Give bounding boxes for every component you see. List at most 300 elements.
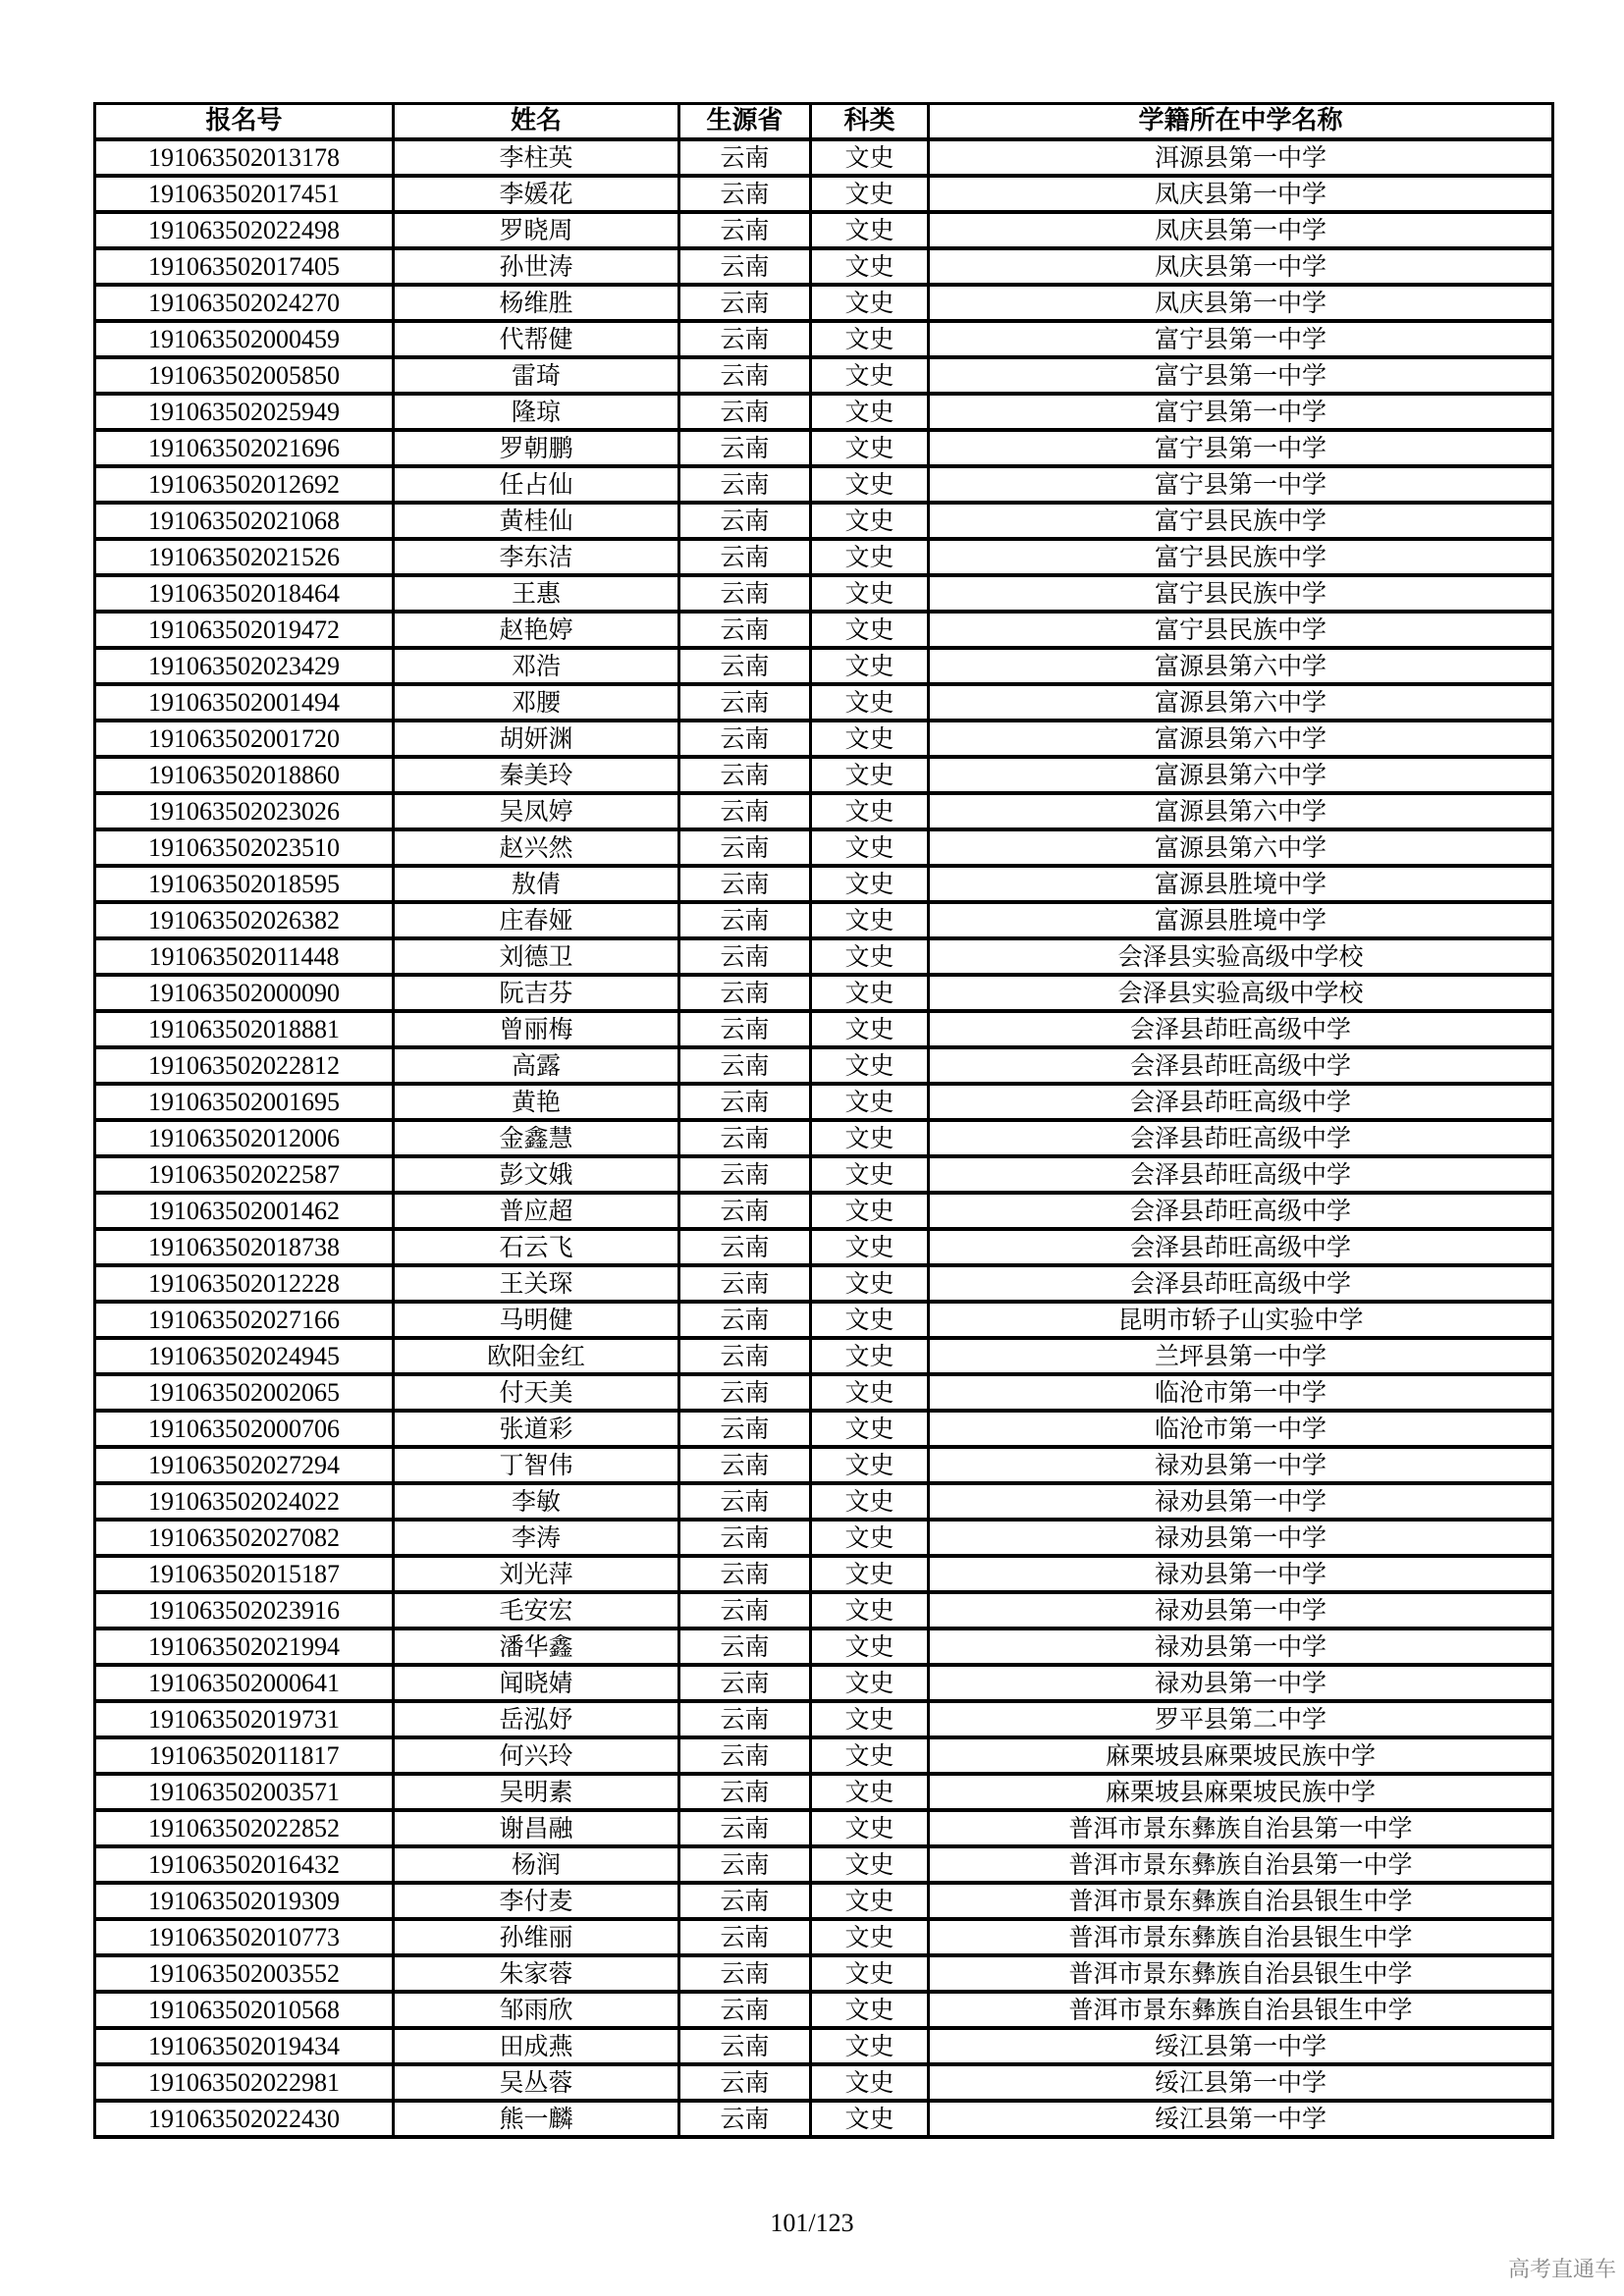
- student-name-cell: 邓浩: [394, 648, 679, 684]
- header-province: 生源省: [679, 104, 811, 140]
- school-name-cell: 普洱市景东彝族自治县银生中学: [929, 1955, 1553, 1992]
- category-cell: 文史: [811, 285, 929, 321]
- province-cell: 云南: [679, 1047, 811, 1084]
- registration-number-cell: 191063502000641: [95, 1665, 394, 1701]
- student-name-cell: 秦美玲: [394, 757, 679, 793]
- registration-number-cell: 191063502016432: [95, 1846, 394, 1883]
- province-cell: 云南: [679, 321, 811, 357]
- school-name-cell: 富宁县第一中学: [929, 357, 1553, 394]
- school-name-cell: 禄劝县第一中学: [929, 1483, 1553, 1520]
- table-row: [95, 1992, 1553, 2028]
- school-name-cell: 麻栗坡县麻栗坡民族中学: [929, 1774, 1553, 1810]
- table-row: [95, 1810, 1553, 1846]
- table-row: [95, 466, 1553, 503]
- school-name-cell: 富宁县民族中学: [929, 612, 1553, 648]
- category-cell: 文史: [811, 1374, 929, 1411]
- category-cell: 文史: [811, 1919, 929, 1955]
- student-name-cell: 王惠: [394, 575, 679, 612]
- province-cell: 云南: [679, 1629, 811, 1665]
- province-cell: 云南: [679, 2028, 811, 2064]
- category-cell: 文史: [811, 684, 929, 721]
- province-cell: 云南: [679, 2064, 811, 2101]
- student-name-cell: 敖倩: [394, 866, 679, 902]
- province-cell: 云南: [679, 1774, 811, 1810]
- province-cell: 云南: [679, 1955, 811, 1992]
- category-cell: 文史: [811, 1883, 929, 1919]
- student-name-cell: 杨维胜: [394, 285, 679, 321]
- table-row: [95, 1701, 1553, 1737]
- table-row: [95, 1556, 1553, 1592]
- student-name-cell: 谢昌融: [394, 1810, 679, 1846]
- registration-number-cell: 191063502022587: [95, 1156, 394, 1193]
- school-name-cell: 富宁县民族中学: [929, 503, 1553, 539]
- province-cell: 云南: [679, 1193, 811, 1229]
- province-cell: 云南: [679, 539, 811, 575]
- school-name-cell: 禄劝县第一中学: [929, 1665, 1553, 1701]
- school-name-cell: 富源县第六中学: [929, 829, 1553, 866]
- registration-number-cell: 191063502018860: [95, 757, 394, 793]
- student-name-cell: 熊一麟: [394, 2101, 679, 2137]
- province-cell: 云南: [679, 2101, 811, 2137]
- table-row: [95, 1737, 1553, 1774]
- province-cell: 云南: [679, 1120, 811, 1156]
- category-cell: 文史: [811, 2101, 929, 2137]
- registration-number-cell: 191063502027082: [95, 1520, 394, 1556]
- category-cell: 文史: [811, 394, 929, 430]
- category-cell: 文史: [811, 1846, 929, 1883]
- student-name-cell: 李柱英: [394, 139, 679, 176]
- province-cell: 云南: [679, 1265, 811, 1302]
- school-name-cell: 会泽县茚旺高级中学: [929, 1120, 1553, 1156]
- school-name-cell: 临沧市第一中学: [929, 1411, 1553, 1447]
- province-cell: 云南: [679, 503, 811, 539]
- header-name: 姓名: [394, 104, 679, 140]
- province-cell: 云南: [679, 1520, 811, 1556]
- province-cell: 云南: [679, 357, 811, 394]
- category-cell: 文史: [811, 1156, 929, 1193]
- category-cell: 文史: [811, 866, 929, 902]
- header-school: 学籍所在中学名称: [929, 104, 1553, 140]
- table-row: [95, 176, 1553, 212]
- province-cell: 云南: [679, 1411, 811, 1447]
- table-row: [95, 1629, 1553, 1665]
- province-cell: 云南: [679, 1011, 811, 1047]
- student-name-cell: 石云飞: [394, 1229, 679, 1265]
- category-cell: 文史: [811, 176, 929, 212]
- student-name-cell: 马明健: [394, 1302, 679, 1338]
- category-cell: 文史: [811, 1520, 929, 1556]
- table-row: [95, 684, 1553, 721]
- category-cell: 文史: [811, 721, 929, 757]
- registration-number-cell: 191063502022498: [95, 212, 394, 248]
- province-cell: 云南: [679, 1919, 811, 1955]
- category-cell: 文史: [811, 1592, 929, 1629]
- province-cell: 云南: [679, 1810, 811, 1846]
- watermark: 高考直通车: [1507, 2258, 1616, 2282]
- province-cell: 云南: [679, 1556, 811, 1592]
- category-cell: 文史: [811, 2064, 929, 2101]
- table-row: [95, 648, 1553, 684]
- province-cell: 云南: [679, 1592, 811, 1629]
- registration-number-cell: 191063502003552: [95, 1955, 394, 1992]
- table-row: [95, 139, 1553, 176]
- school-name-cell: 富宁县第一中学: [929, 430, 1553, 466]
- student-name-cell: 李敏: [394, 1483, 679, 1520]
- category-cell: 文史: [811, 648, 929, 684]
- student-name-cell: 任占仙: [394, 466, 679, 503]
- table-row: [95, 1520, 1553, 1556]
- province-cell: 云南: [679, 684, 811, 721]
- category-cell: 文史: [811, 539, 929, 575]
- registration-number-cell: 191063502001462: [95, 1193, 394, 1229]
- admission-list-table: [93, 102, 1554, 2139]
- student-name-cell: 彭文娥: [394, 1156, 679, 1193]
- registration-number-cell: 191063502021994: [95, 1629, 394, 1665]
- registration-number-cell: 191063502025949: [95, 394, 394, 430]
- student-name-cell: 雷琦: [394, 357, 679, 394]
- student-name-cell: 吴凤婷: [394, 793, 679, 829]
- registration-number-cell: 191063502021068: [95, 503, 394, 539]
- registration-number-cell: 191063502027166: [95, 1302, 394, 1338]
- student-name-cell: 丁智伟: [394, 1447, 679, 1483]
- category-cell: 文史: [811, 1229, 929, 1265]
- registration-number-cell: 191063502012006: [95, 1120, 394, 1156]
- school-name-cell: 会泽县茚旺高级中学: [929, 1156, 1553, 1193]
- province-cell: 云南: [679, 612, 811, 648]
- province-cell: 云南: [679, 866, 811, 902]
- page-number: 101/123: [770, 2209, 854, 2237]
- table-row: [95, 357, 1553, 394]
- category-cell: 文史: [811, 321, 929, 357]
- school-name-cell: 富宁县第一中学: [929, 466, 1553, 503]
- registration-number-cell: 191063502023429: [95, 648, 394, 684]
- province-cell: 云南: [679, 575, 811, 612]
- student-name-cell: 阮吉芬: [394, 975, 679, 1011]
- student-name-cell: 孙世涛: [394, 248, 679, 285]
- school-name-cell: 会泽县茚旺高级中学: [929, 1265, 1553, 1302]
- category-cell: 文史: [811, 1629, 929, 1665]
- student-name-cell: 胡妍渊: [394, 721, 679, 757]
- registration-number-cell: 191063502001494: [95, 684, 394, 721]
- student-name-cell: 岳泓妤: [394, 1701, 679, 1737]
- province-cell: 云南: [679, 248, 811, 285]
- category-cell: 文史: [811, 503, 929, 539]
- school-name-cell: 富源县第六中学: [929, 648, 1553, 684]
- category-cell: 文史: [811, 1047, 929, 1084]
- student-name-cell: 赵艳婷: [394, 612, 679, 648]
- registration-number-cell: 191063502021696: [95, 430, 394, 466]
- registration-number-cell: 191063502003571: [95, 1774, 394, 1810]
- registration-number-cell: 191063502001695: [95, 1084, 394, 1120]
- table-row: [95, 1665, 1553, 1701]
- category-cell: 文史: [811, 1084, 929, 1120]
- category-cell: 文史: [811, 793, 929, 829]
- category-cell: 文史: [811, 1992, 929, 2028]
- student-name-cell: 李媛花: [394, 176, 679, 212]
- school-name-cell: 禄劝县第一中学: [929, 1592, 1553, 1629]
- school-name-cell: 凤庆县第一中学: [929, 248, 1553, 285]
- student-name-cell: 金鑫慧: [394, 1120, 679, 1156]
- school-name-cell: 会泽县茚旺高级中学: [929, 1193, 1553, 1229]
- table-row: [95, 1447, 1553, 1483]
- table-row: [95, 1084, 1553, 1120]
- province-cell: 云南: [679, 757, 811, 793]
- province-cell: 云南: [679, 648, 811, 684]
- school-name-cell: 普洱市景东彝族自治县银生中学: [929, 1919, 1553, 1955]
- student-name-cell: 吴丛蓉: [394, 2064, 679, 2101]
- school-name-cell: 禄劝县第一中学: [929, 1520, 1553, 1556]
- school-name-cell: 会泽县茚旺高级中学: [929, 1084, 1553, 1120]
- category-cell: 文史: [811, 1556, 929, 1592]
- table-row: [95, 975, 1553, 1011]
- category-cell: 文史: [811, 1011, 929, 1047]
- registration-number-cell: 191063502026382: [95, 902, 394, 938]
- table-row: [95, 1156, 1553, 1193]
- registration-number-cell: 191063502022981: [95, 2064, 394, 2101]
- table-row: [95, 866, 1553, 902]
- category-cell: 文史: [811, 1338, 929, 1374]
- table-row: [95, 829, 1553, 866]
- student-name-cell: 张道彩: [394, 1411, 679, 1447]
- student-name-cell: 毛安宏: [394, 1592, 679, 1629]
- student-name-cell: 刘光萍: [394, 1556, 679, 1592]
- registration-number-cell: 191063502018595: [95, 866, 394, 902]
- table-row: [95, 1120, 1553, 1156]
- school-name-cell: 禄劝县第一中学: [929, 1556, 1553, 1592]
- province-cell: 云南: [679, 902, 811, 938]
- student-name-cell: 闻晓婧: [394, 1665, 679, 1701]
- registration-number-cell: 191063502018738: [95, 1229, 394, 1265]
- table-row: [95, 721, 1553, 757]
- student-name-cell: 吴明素: [394, 1774, 679, 1810]
- table-row: [95, 1411, 1553, 1447]
- student-name-cell: 代帮健: [394, 321, 679, 357]
- school-name-cell: 富源县第六中学: [929, 757, 1553, 793]
- category-cell: 文史: [811, 902, 929, 938]
- category-cell: 文史: [811, 829, 929, 866]
- student-name-cell: 朱家蓉: [394, 1955, 679, 1992]
- table-row: [95, 539, 1553, 575]
- school-name-cell: 凤庆县第一中学: [929, 285, 1553, 321]
- student-name-cell: 欧阳金红: [394, 1338, 679, 1374]
- table-row: [95, 248, 1553, 285]
- province-cell: 云南: [679, 1447, 811, 1483]
- table-body: [95, 139, 1553, 2137]
- province-cell: 云南: [679, 1483, 811, 1520]
- category-cell: 文史: [811, 1774, 929, 1810]
- header-category: 科类: [811, 104, 929, 140]
- category-cell: 文史: [811, 1302, 929, 1338]
- table-row: [95, 1919, 1553, 1955]
- province-cell: 云南: [679, 176, 811, 212]
- province-cell: 云南: [679, 1374, 811, 1411]
- table-row: [95, 575, 1553, 612]
- registration-number-cell: 191063502012692: [95, 466, 394, 503]
- school-name-cell: 普洱市景东彝族自治县第一中学: [929, 1810, 1553, 1846]
- province-cell: 云南: [679, 1846, 811, 1883]
- category-cell: 文史: [811, 212, 929, 248]
- registration-number-cell: 191063502024270: [95, 285, 394, 321]
- table-row: [95, 1193, 1553, 1229]
- province-cell: 云南: [679, 394, 811, 430]
- table-row: [95, 1883, 1553, 1919]
- category-cell: 文史: [811, 612, 929, 648]
- province-cell: 云南: [679, 1084, 811, 1120]
- category-cell: 文史: [811, 938, 929, 975]
- province-cell: 云南: [679, 212, 811, 248]
- student-name-cell: 庄春娅: [394, 902, 679, 938]
- school-name-cell: 会泽县茚旺高级中学: [929, 1229, 1553, 1265]
- province-cell: 云南: [679, 793, 811, 829]
- student-name-cell: 罗晓周: [394, 212, 679, 248]
- school-name-cell: 凤庆县第一中学: [929, 212, 1553, 248]
- registration-number-cell: 191063502001720: [95, 721, 394, 757]
- province-cell: 云南: [679, 1701, 811, 1737]
- student-name-cell: 李付麦: [394, 1883, 679, 1919]
- registration-number-cell: 191063502013178: [95, 139, 394, 176]
- registration-number-cell: 191063502010568: [95, 1992, 394, 2028]
- category-cell: 文史: [811, 466, 929, 503]
- school-name-cell: 临沧市第一中学: [929, 1374, 1553, 1411]
- table-row: [95, 757, 1553, 793]
- registration-number-cell: 191063502017405: [95, 248, 394, 285]
- table-row: [95, 1592, 1553, 1629]
- province-cell: 云南: [679, 1229, 811, 1265]
- school-name-cell: 富源县胜境中学: [929, 866, 1553, 902]
- province-cell: 云南: [679, 1302, 811, 1338]
- table-row: [95, 285, 1553, 321]
- province-cell: 云南: [679, 829, 811, 866]
- school-name-cell: 禄劝县第一中学: [929, 1447, 1553, 1483]
- student-name-cell: 隆琼: [394, 394, 679, 430]
- category-cell: 文史: [811, 357, 929, 394]
- table-row: [95, 2064, 1553, 2101]
- school-name-cell: 兰坪县第一中学: [929, 1338, 1553, 1374]
- province-cell: 云南: [679, 1665, 811, 1701]
- province-cell: 云南: [679, 139, 811, 176]
- province-cell: 云南: [679, 466, 811, 503]
- registration-number-cell: 191063502000090: [95, 975, 394, 1011]
- school-name-cell: 富宁县民族中学: [929, 539, 1553, 575]
- table-row: [95, 1229, 1553, 1265]
- registration-number-cell: 191063502023026: [95, 793, 394, 829]
- category-cell: 文史: [811, 1411, 929, 1447]
- registration-number-cell: 191063502022812: [95, 1047, 394, 1084]
- school-name-cell: 普洱市景东彝族自治县第一中学: [929, 1846, 1553, 1883]
- school-name-cell: 富宁县民族中学: [929, 575, 1553, 612]
- student-name-cell: 杨润: [394, 1846, 679, 1883]
- student-name-cell: 刘德卫: [394, 938, 679, 975]
- registration-number-cell: 191063502017451: [95, 176, 394, 212]
- school-name-cell: 洱源县第一中学: [929, 139, 1553, 176]
- table-row: [95, 1302, 1553, 1338]
- table-row: [95, 1774, 1553, 1810]
- registration-number-cell: 191063502005850: [95, 357, 394, 394]
- school-name-cell: 昆明市轿子山实验中学: [929, 1302, 1553, 1338]
- table-row: [95, 1011, 1553, 1047]
- registration-number-cell: 191063502027294: [95, 1447, 394, 1483]
- table-row: [95, 612, 1553, 648]
- table-row: [95, 2101, 1553, 2137]
- table-row: [95, 1483, 1553, 1520]
- category-cell: 文史: [811, 1810, 929, 1846]
- category-cell: 文史: [811, 248, 929, 285]
- category-cell: 文史: [811, 575, 929, 612]
- category-cell: 文史: [811, 1447, 929, 1483]
- student-name-cell: 田成燕: [394, 2028, 679, 2064]
- school-name-cell: 罗平县第二中学: [929, 1701, 1553, 1737]
- table-header-row: [95, 104, 1553, 140]
- registration-number-cell: 191063502012228: [95, 1265, 394, 1302]
- student-name-cell: 黄桂仙: [394, 503, 679, 539]
- student-name-cell: 付天美: [394, 1374, 679, 1411]
- header-registration-number: 报名号: [95, 104, 394, 140]
- registration-number-cell: 191063502024022: [95, 1483, 394, 1520]
- category-cell: 文史: [811, 1193, 929, 1229]
- category-cell: 文史: [811, 2028, 929, 2064]
- table-row: [95, 1265, 1553, 1302]
- table-row: [95, 1047, 1553, 1084]
- school-name-cell: 禄劝县第一中学: [929, 1629, 1553, 1665]
- school-name-cell: 会泽县茚旺高级中学: [929, 1011, 1553, 1047]
- school-name-cell: 富源县胜境中学: [929, 902, 1553, 938]
- province-cell: 云南: [679, 1737, 811, 1774]
- student-name-cell: 邓腰: [394, 684, 679, 721]
- province-cell: 云南: [679, 1338, 811, 1374]
- province-cell: 云南: [679, 721, 811, 757]
- category-cell: 文史: [811, 1483, 929, 1520]
- student-name-cell: 赵兴然: [394, 829, 679, 866]
- registration-number-cell: 191063502002065: [95, 1374, 394, 1411]
- category-cell: 文史: [811, 1955, 929, 1992]
- category-cell: 文史: [811, 1265, 929, 1302]
- school-name-cell: 会泽县实验高级中学校: [929, 975, 1553, 1011]
- table-row: [95, 321, 1553, 357]
- table-row: [95, 2028, 1553, 2064]
- province-cell: 云南: [679, 975, 811, 1011]
- registration-number-cell: 191063502018881: [95, 1011, 394, 1047]
- registration-number-cell: 191063502019434: [95, 2028, 394, 2064]
- school-name-cell: 富宁县第一中学: [929, 394, 1553, 430]
- province-cell: 云南: [679, 430, 811, 466]
- table-row: [95, 938, 1553, 975]
- province-cell: 云南: [679, 1883, 811, 1919]
- student-name-cell: 曾丽梅: [394, 1011, 679, 1047]
- registration-number-cell: 191063502019309: [95, 1883, 394, 1919]
- province-cell: 云南: [679, 1156, 811, 1193]
- school-name-cell: 会泽县实验高级中学校: [929, 938, 1553, 975]
- student-name-cell: 高露: [394, 1047, 679, 1084]
- student-name-cell: 孙维丽: [394, 1919, 679, 1955]
- table-row: [95, 430, 1553, 466]
- school-name-cell: 会泽县茚旺高级中学: [929, 1047, 1553, 1084]
- school-name-cell: 绥江县第一中学: [929, 2101, 1553, 2137]
- school-name-cell: 普洱市景东彝族自治县银生中学: [929, 1992, 1553, 2028]
- table-row: [95, 503, 1553, 539]
- category-cell: 文史: [811, 1737, 929, 1774]
- table-row: [95, 793, 1553, 829]
- table-row: [95, 1955, 1553, 1992]
- category-cell: 文史: [811, 1120, 929, 1156]
- registration-number-cell: 191063502022852: [95, 1810, 394, 1846]
- registration-number-cell: 191063502011448: [95, 938, 394, 975]
- registration-number-cell: 191063502019472: [95, 612, 394, 648]
- category-cell: 文史: [811, 430, 929, 466]
- registration-number-cell: 191063502010773: [95, 1919, 394, 1955]
- school-name-cell: 富源县第六中学: [929, 684, 1553, 721]
- registration-number-cell: 191063502018464: [95, 575, 394, 612]
- category-cell: 文史: [811, 139, 929, 176]
